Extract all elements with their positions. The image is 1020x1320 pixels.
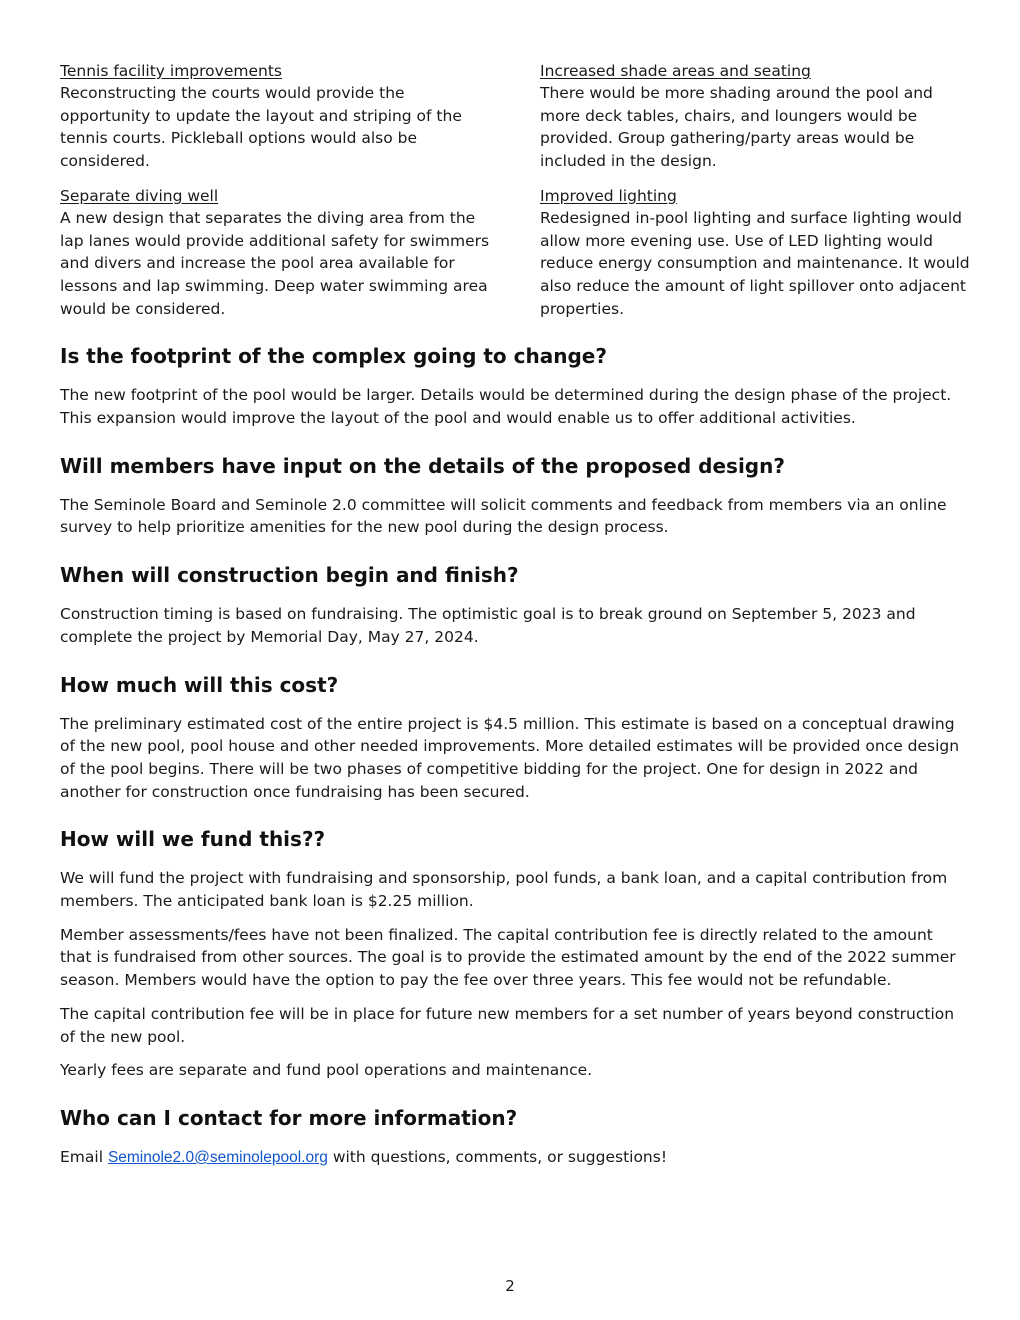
improvement-title: Increased shade areas and seating: [540, 62, 811, 80]
section-paragraph: Member assessments/fees have not been finalized. The capital contribution fee is directly related to the amount that is fundraised from other sources. The goal is to provide the estimated amount by the end of the 2022 summer season. Members would have the option to pay the fee over three years. This fee would not be refundable.: [60, 925, 956, 990]
section-member-input: [60, 452, 960, 539]
improvement-shade: [540, 60, 970, 173]
improvement-title: Separate diving well: [60, 186, 219, 205]
section-heading: Who can I contact for more information?: [60, 1105, 518, 1130]
section-heading: When will construction begin and finish?: [60, 563, 519, 588]
section-paragraph: The new footprint of the pool would be larger. Details would be determined during the design phase of the project. This expansion would improve the layout of the pool and would enable us to offer additional activities.: [60, 386, 952, 428]
improvement-body: There would be more shading around the pool and more deck tables, chairs, and loungers would be provided. Group gathering/party areas would be included in the design.: [540, 84, 933, 171]
improvement-body: A new design that separates the diving area from the lap lanes would provide additional safety for swimmers and divers and increase the pool area available for lessons and lap swimming. Deep water swimming area would be considered.: [60, 208, 490, 318]
document-page: [60, 60, 970, 1170]
section-paragraph: We will fund the project with fundraising and sponsorship, pool funds, a bank loan, and a capital contribution from members. The anticipated bank loan is $2.25 million.: [60, 869, 948, 911]
section-cost: [60, 671, 960, 804]
section-paragraph: Construction timing is based on fundraising. The optimistic goal is to break ground on September 5, 2023 and complete the project by Memorial Day, May 27, 2024.: [60, 605, 916, 646]
section-heading: Is the footprint of the complex going to change?: [60, 344, 607, 369]
improvement-tennis: [60, 60, 490, 173]
section-paragraph: The preliminary estimated cost of the entire project is $4.5 million. This estimate is based on a conceptual drawing of the new pool, pool house and other needed improvements. More detailed estimates will be provided once design of the pool begins. There will be two phases of competitive bidding for the project. One for design in 2022 and another for construction once fundraising has been secured.: [60, 714, 960, 801]
contact-prefix: Email: [60, 1147, 108, 1166]
contact-suffix: with questions, comments, or suggestions!: [327, 1147, 668, 1166]
improvements-grid: [60, 60, 970, 320]
page-number: 2: [505, 1277, 515, 1295]
improvement-body: Reconstructing the courts would provide the opportunity to update the layout and striping of the tennis courts. Pickleball options would also be considered.: [60, 84, 462, 171]
section-paragraph: Yearly fees are separate and fund pool operations and maintenance.: [60, 1061, 593, 1080]
section-paragraph: The Seminole Board and Seminole 2.0 committee will solicit comments and feedback from members via an online survey to help prioritize amenities for the new pool during the design process.: [60, 495, 947, 537]
email-link[interactable]: Seminole2.0@seminolepool.org: [107, 1148, 328, 1166]
section-heading: Will members have input on the details of the proposed design?: [60, 453, 785, 478]
section-contact: [60, 1104, 960, 1170]
improvement-title: Improved lighting: [540, 186, 677, 205]
improvement-diving: [60, 185, 490, 321]
section-paragraph: The capital contribution fee will be in place for future new members for a set number of years beyond construction of the new pool.: [60, 1004, 955, 1046]
section-funding: [60, 825, 960, 1082]
section-heading: How much will this cost?: [60, 672, 339, 697]
section-heading: How will we fund this??: [60, 827, 326, 852]
improvement-title: Tennis facility improvements: [60, 62, 282, 80]
improvement-lighting: [540, 185, 970, 321]
section-footprint: [60, 342, 960, 429]
improvement-body: Redesigned in-pool lighting and surface lighting would allow more evening use. Use of LED lighting would reduce energy consumption and maintenance. It would also reduce the amount of light spillover onto adjacent properties.: [540, 208, 970, 318]
contact-line: [60, 1146, 960, 1170]
section-construction: [60, 561, 960, 648]
